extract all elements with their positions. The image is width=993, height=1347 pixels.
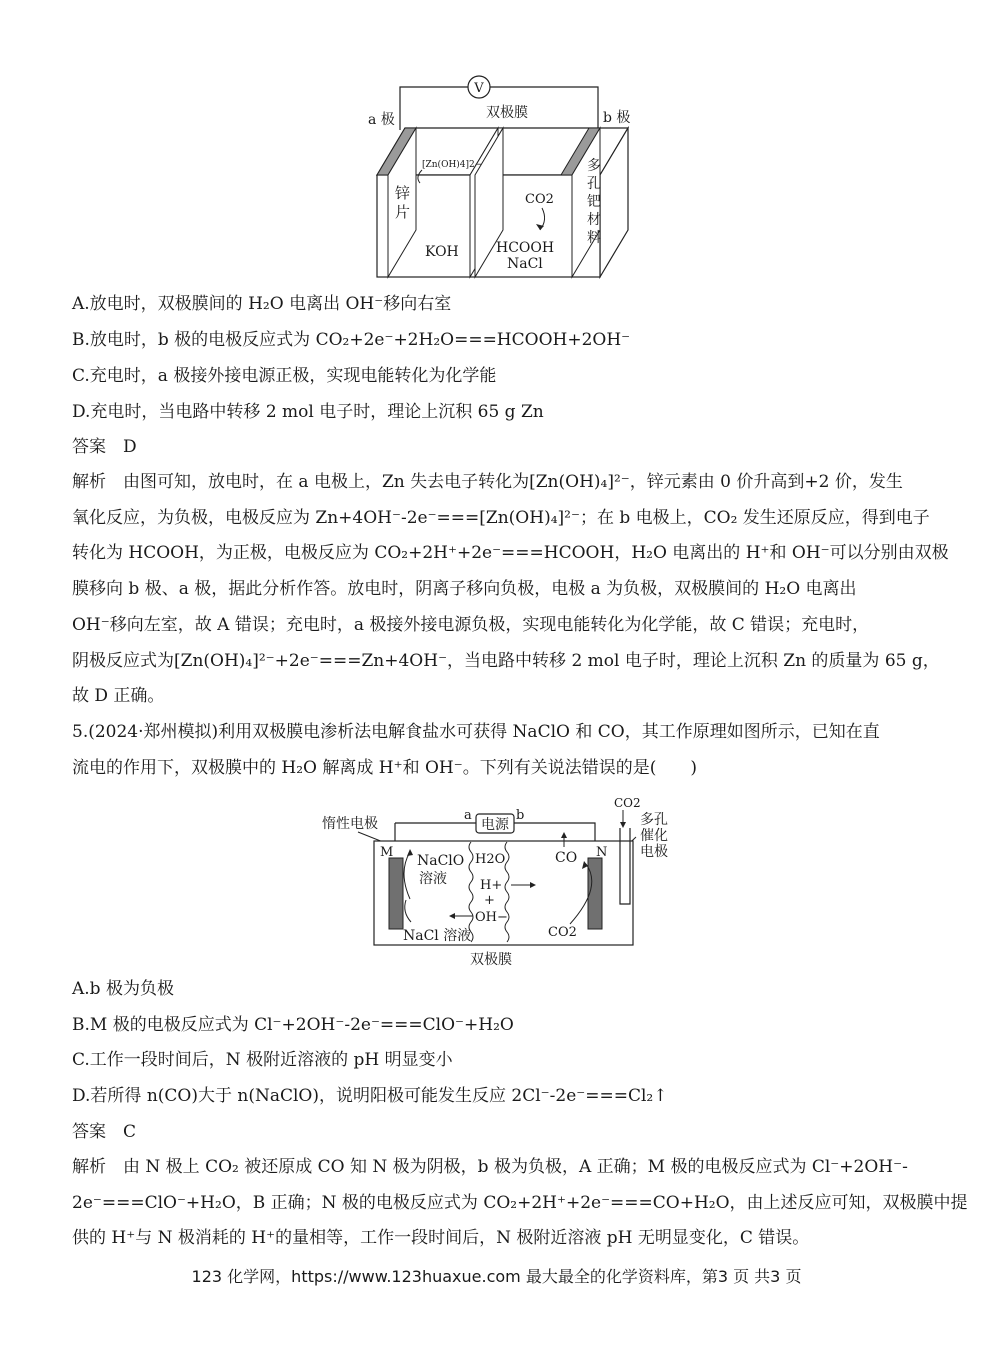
q4-option-a: A.放电时，双极膜间的 H₂O 电离出 OH⁻移向右室 xyxy=(72,294,452,314)
label-koh: KOH xyxy=(425,244,459,260)
label-nacl: NaCl xyxy=(507,256,543,272)
label-naclo-solution: 溶液 xyxy=(419,871,447,887)
label-porous-5: 料 xyxy=(587,230,601,246)
q4-answer: 答案 D xyxy=(72,437,137,457)
q4-analysis-line: 氧化反应，为负极，电极反应为 Zn+4OH⁻-2e⁻===[Zn(OH)₄]²⁻；在 b 电极上，CO₂ 发生还原反应，得到电子 xyxy=(72,507,930,528)
label-h-plus: H+ xyxy=(480,878,503,893)
label-porous-1: 多孔 xyxy=(640,812,668,828)
q5-stem-line: 5.(2024·郑州模拟)利用双极膜电渗析法电解食盐水可获得 NaClO 和 CO，其工作原理如图所示，已知在直 xyxy=(72,722,880,742)
label-co2-top: CO2 xyxy=(614,796,641,810)
q4-analysis-line: 故 D 正确。 xyxy=(72,686,165,707)
label-hcooh: HCOOH xyxy=(496,240,555,256)
label-porous-2: 催化 xyxy=(640,828,668,844)
voltmeter-label: V xyxy=(474,81,484,96)
label-b-pole: b 极 xyxy=(603,110,631,126)
label-zinc-1: 锌 xyxy=(395,184,411,202)
label-power: 电源 xyxy=(481,817,509,833)
label-co: CO xyxy=(555,850,578,866)
q4-analysis-line: 解析 由图可知，放电时，在 a 电极上，Zn 失去电子转化为[Zn(OH)₄]²⁻，锌元素由 0 价升高到+2 价，发生 xyxy=(72,472,903,492)
label-a: a xyxy=(464,808,472,823)
label-porous-3: 电极 xyxy=(640,844,668,860)
q4-analysis-line: OH⁻移向左室，故 A 错误；充电时，a 极接外接电源负极，实现电能转化为化学能，故 C 错误；充电时， xyxy=(72,614,870,635)
label-porous-4: 材 xyxy=(587,212,601,228)
q5-option-c: C.工作一段时间后，N 极附近溶液的 pH 明显变小 xyxy=(72,1050,453,1070)
label-membrane: 双极膜 xyxy=(470,952,512,968)
q4-analysis-line: 转化为 HCOOH，为正极，电极反应为 CO₂+2H⁺+2e⁻===HCOOH，H₂O 电离出的 H⁺和 OH⁻可以分别由双极 xyxy=(72,543,949,564)
figure-bipolar-electrodialysis xyxy=(318,792,688,972)
q4-option-c: C.充电时，a 极接外接电源正极，实现电能转化为化学能 xyxy=(72,366,497,386)
figure-zinc-co2-battery xyxy=(360,70,650,285)
q5-option-a: A.b 极为负极 xyxy=(72,979,174,999)
electrode-M xyxy=(389,858,403,929)
q5-option-d: D.若所得 n(CO)大于 n(NaClO)，说明阳极可能发生反应 2Cl⁻-2e⁻===Cl₂↑ xyxy=(72,1086,668,1106)
q4-analysis xyxy=(72,465,949,715)
label-b: b xyxy=(516,808,525,823)
q5-analysis-line: 解析 由 N 极上 CO₂ 被还原成 CO 知 N 极为阴极，b 极为负极，A 正确；M 极的电极反应式为 Cl⁻+2OH⁻- xyxy=(72,1157,908,1177)
label-N: N xyxy=(596,845,608,860)
q5-analysis-line: 供的 H⁺与 N 极消耗的 H⁺的量相等，工作一段时间后，N 极附近溶液 pH 无明显变化，C 错误。 xyxy=(72,1228,810,1249)
page-footer: 123 化学网，https://www.123huaxue.com 最大最全的化学资料库，第3 页 共3 页 xyxy=(191,1267,802,1286)
label-porous-2: 孔 xyxy=(587,176,601,192)
label-naclo: NaClO xyxy=(417,853,465,869)
label-co2-bottom: CO2 xyxy=(548,925,577,940)
q4-analysis-line: 阴极反应式为[Zn(OH)₄]²⁻+2e⁻===Zn+4OH⁻，当电路中转移 2 mol 电子时，理论上沉积 Zn 的质量为 65 g， xyxy=(72,650,940,671)
label-nacl-solution: NaCl 溶液 xyxy=(403,928,472,944)
label-porous-1: 多 xyxy=(587,158,601,174)
label-porous-3: 钯 xyxy=(587,194,601,210)
label-zn-complex: [Zn(OH)4]2− xyxy=(422,160,483,170)
q4-analysis-line: 膜移向 b 极、a 极，据此分析作答。放电时，阴离子移向负极，电极 a 为负极，双极膜间的 H₂O 电离出 xyxy=(72,579,857,600)
q5-answer: 答案 C xyxy=(72,1122,137,1142)
label-zinc-2: 片 xyxy=(395,203,411,221)
label-plus: + xyxy=(484,893,495,908)
q5-stem-line: 流电的作用下，双极膜中的 H₂O 解离成 H⁺和 OH⁻。下列有关说法错误的是( ) xyxy=(72,757,697,778)
label-membrane: 双极膜 xyxy=(486,105,528,121)
q5-analysis xyxy=(72,1150,968,1257)
label-a-pole: a 极 xyxy=(368,112,395,128)
q5-option-b: B.M 极的电极反应式为 Cl⁻+2OH⁻-2e⁻===ClO⁻+H₂O xyxy=(72,1015,514,1035)
label-co2: CO2 xyxy=(525,192,554,207)
label-inert-electrode: 惰性电极 xyxy=(322,816,378,832)
q5-stem xyxy=(72,715,918,786)
q4-option-d: D.充电时，当电路中转移 2 mol 电子时，理论上沉积 65 g Zn xyxy=(72,402,544,422)
label-M: M xyxy=(380,845,394,860)
label-h2o: H2O xyxy=(475,852,506,867)
label-oh-minus: OH− xyxy=(475,910,508,925)
q5-analysis-line: 2e⁻===ClO⁻+H₂O，B 正确；N 极的电极反应式为 CO₂+2H⁺+2e⁻===CO+H₂O，由上述反应可知，双极膜中提 xyxy=(72,1192,968,1213)
q4-option-b: B.放电时，b 极的电极反应式为 CO₂+2e⁻+2H₂O===HCOOH+2OH⁻ xyxy=(72,330,631,350)
